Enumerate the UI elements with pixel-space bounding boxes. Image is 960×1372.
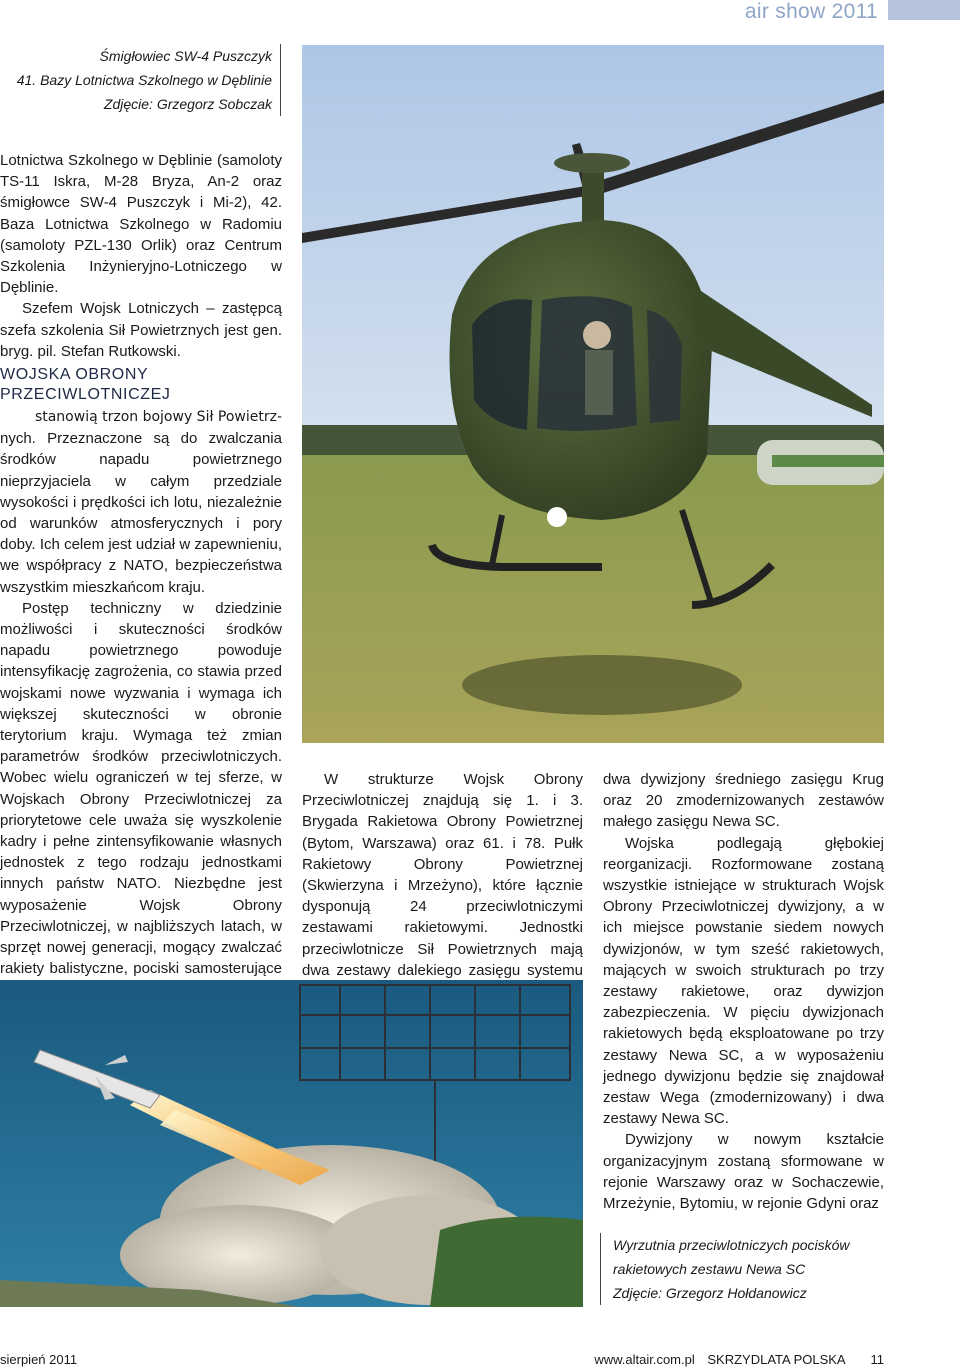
caption-line: Śmigłowiec SW-4 Puszczyk [99, 48, 272, 64]
footer-magazine: SKRZYDLATA POLSKA [707, 1352, 845, 1367]
heading-line: PRZECIWLOTNICZEJ [0, 386, 171, 403]
paragraph: dwa dywizjony średniego zasięgu Krug oraz 20 zmodernizowanych zestawów małego zasięgu Newa SC. [603, 771, 884, 831]
paragraph: Lotnictwa Szkolnego w Dęblinie (samoloty TS-11 Iskra, M-28 Bryza, An-2 oraz śmigłowce SW-4 Puszczyk i Mi-2), 42. Baza Lotnictwa Szkolnego w Radomiu (samoloty PZL-130 Orlik) oraz Centrum Szkolenia Inżynieryjno-Lotniczego w Dęblinie. [0, 152, 282, 297]
footer-date: sierpień 2011 [0, 1352, 78, 1367]
caption-line: 41. Bazy Lotnictwa Szkolnego w Dęblinie [16, 72, 272, 88]
page-number: 11 [870, 1352, 884, 1367]
paragraph: Postęp techniczny w dziedzinie możliwości i skuteczności środków napadu powietrznego powoduje intensyfikację zagrożenia, co stawia przed wojskami nowe wyzwania i wymaga ich większej skuteczności w obronie terytorium kraju. Wymaga też zmian parametrów środków przeciwlotniczych. Wobec wielu ograniczeń w tej sferze, w Wojskach Obrony Przeciwlotniczej za priorytetowe cele uważa się wyszkolenie kadry i pełne zintensyfikowanie własnych jednostek z tego rodzaju jednostkami innych państw NATO. Niezbędne jest wyposażenie Wojsk Obrony Przeciwlotniczej, w najbliższych latach, w sprzęt nowej generacji, mogący zwalczać rakiety balistyczne, pociski samosterujące [0, 599, 282, 978]
footer-url[interactable]: www.altair.com.pl [594, 1352, 695, 1367]
heading-line: WOJSKA OBRONY [0, 366, 149, 383]
header-title: air show 2011 [744, 0, 878, 23]
header-color-block [888, 0, 960, 20]
paragraph: Wojska podlegają głębokiej reorganizacji. Rozformowane zostaną wszystkie istniejące w strukturach Wojsk Obrony Przeciwlotniczej dywizjony, a w ich miejsce powstanie siedem nowych dywizjonów, w tym sześć rakietowych, mających w swoich strukturach po trzy zestawy rakietowe, oraz dywizjon zabezpieczenia. W pięciu dywizjonach rakietowych będą eksploatowane po trzy zestawy Newa SC, a w wyposażeniu jednego dywizjonu będzie się znajdował zestaw Wega (zmodernizowany) i dwa zestawy Newa SC. [603, 834, 884, 1128]
page-header [700, 0, 960, 26]
right-column [603, 769, 884, 1214]
middle-column [302, 769, 583, 1002]
missile-launcher-photo [0, 980, 583, 1307]
caption-line: Zdjęcie: Grzegorz Hołdanowicz [613, 1285, 807, 1301]
left-column-intro [0, 150, 282, 362]
paragraph: Dywizjony w nowym kształcie organizacyjnym zostaną sformowane w rejonie Warszawy oraz w Sochaczewie, Mrzeżynie, Bytomiu, w rejonie Gdyni oraz [603, 1131, 884, 1213]
paragraph: W strukturze Wojsk Obrony Przeciwlotniczej znajdują się 1. i 3. Brygada Rakietowa Obrony Powietrznej (Bytom, Warszawa) oraz 61. i 78. Pułk Rakietowy Obrony Powietrznej (Skwierzyna i Mrzeżyno), które łącznie dysponują 24 przeciwlotniczymi zestawami rakietowymi. Jednostki przeciwlotnicze Sił Powietrznych mają dwa zestawy dalekiego zasięgu systemu [302, 771, 583, 979]
paragraph: nych. Przeznaczone są do zwalczania środków napadu powietrznego nieprzyjaciela w całym przedziale wysokości i prędkości ich lotu, niezależnie od warunków atmosferycznych i pory doby. Ich celem jest udział w zapewnieniu, we współpracy z NATO, bezpieczeństwa wszystkim mieszkańcom kraju. [0, 430, 282, 596]
caption-line: Zdjęcie: Grzegorz Sobczak [103, 96, 272, 112]
missile-caption [600, 1233, 913, 1305]
page-footer [0, 1352, 884, 1370]
section-heading [0, 365, 282, 405]
paragraph: Szefem Wojsk Lotniczych – zastępcą szefa szkolenia Sił Powietrznych jest gen. bryg. pil. Stefan Rutkowski. [0, 300, 282, 360]
caption-line: Wyrzutnia przeciwlotniczych pocisków [613, 1237, 850, 1253]
left-column-section [0, 365, 282, 1001]
helicopter-photo [302, 45, 884, 743]
section-lead: stanowią trzon bojowy Sił Powietrz- [34, 409, 282, 425]
helicopter-caption [0, 44, 281, 116]
footer-info [585, 1352, 884, 1367]
caption-line: rakietowych zestawu Newa SC [613, 1261, 806, 1277]
